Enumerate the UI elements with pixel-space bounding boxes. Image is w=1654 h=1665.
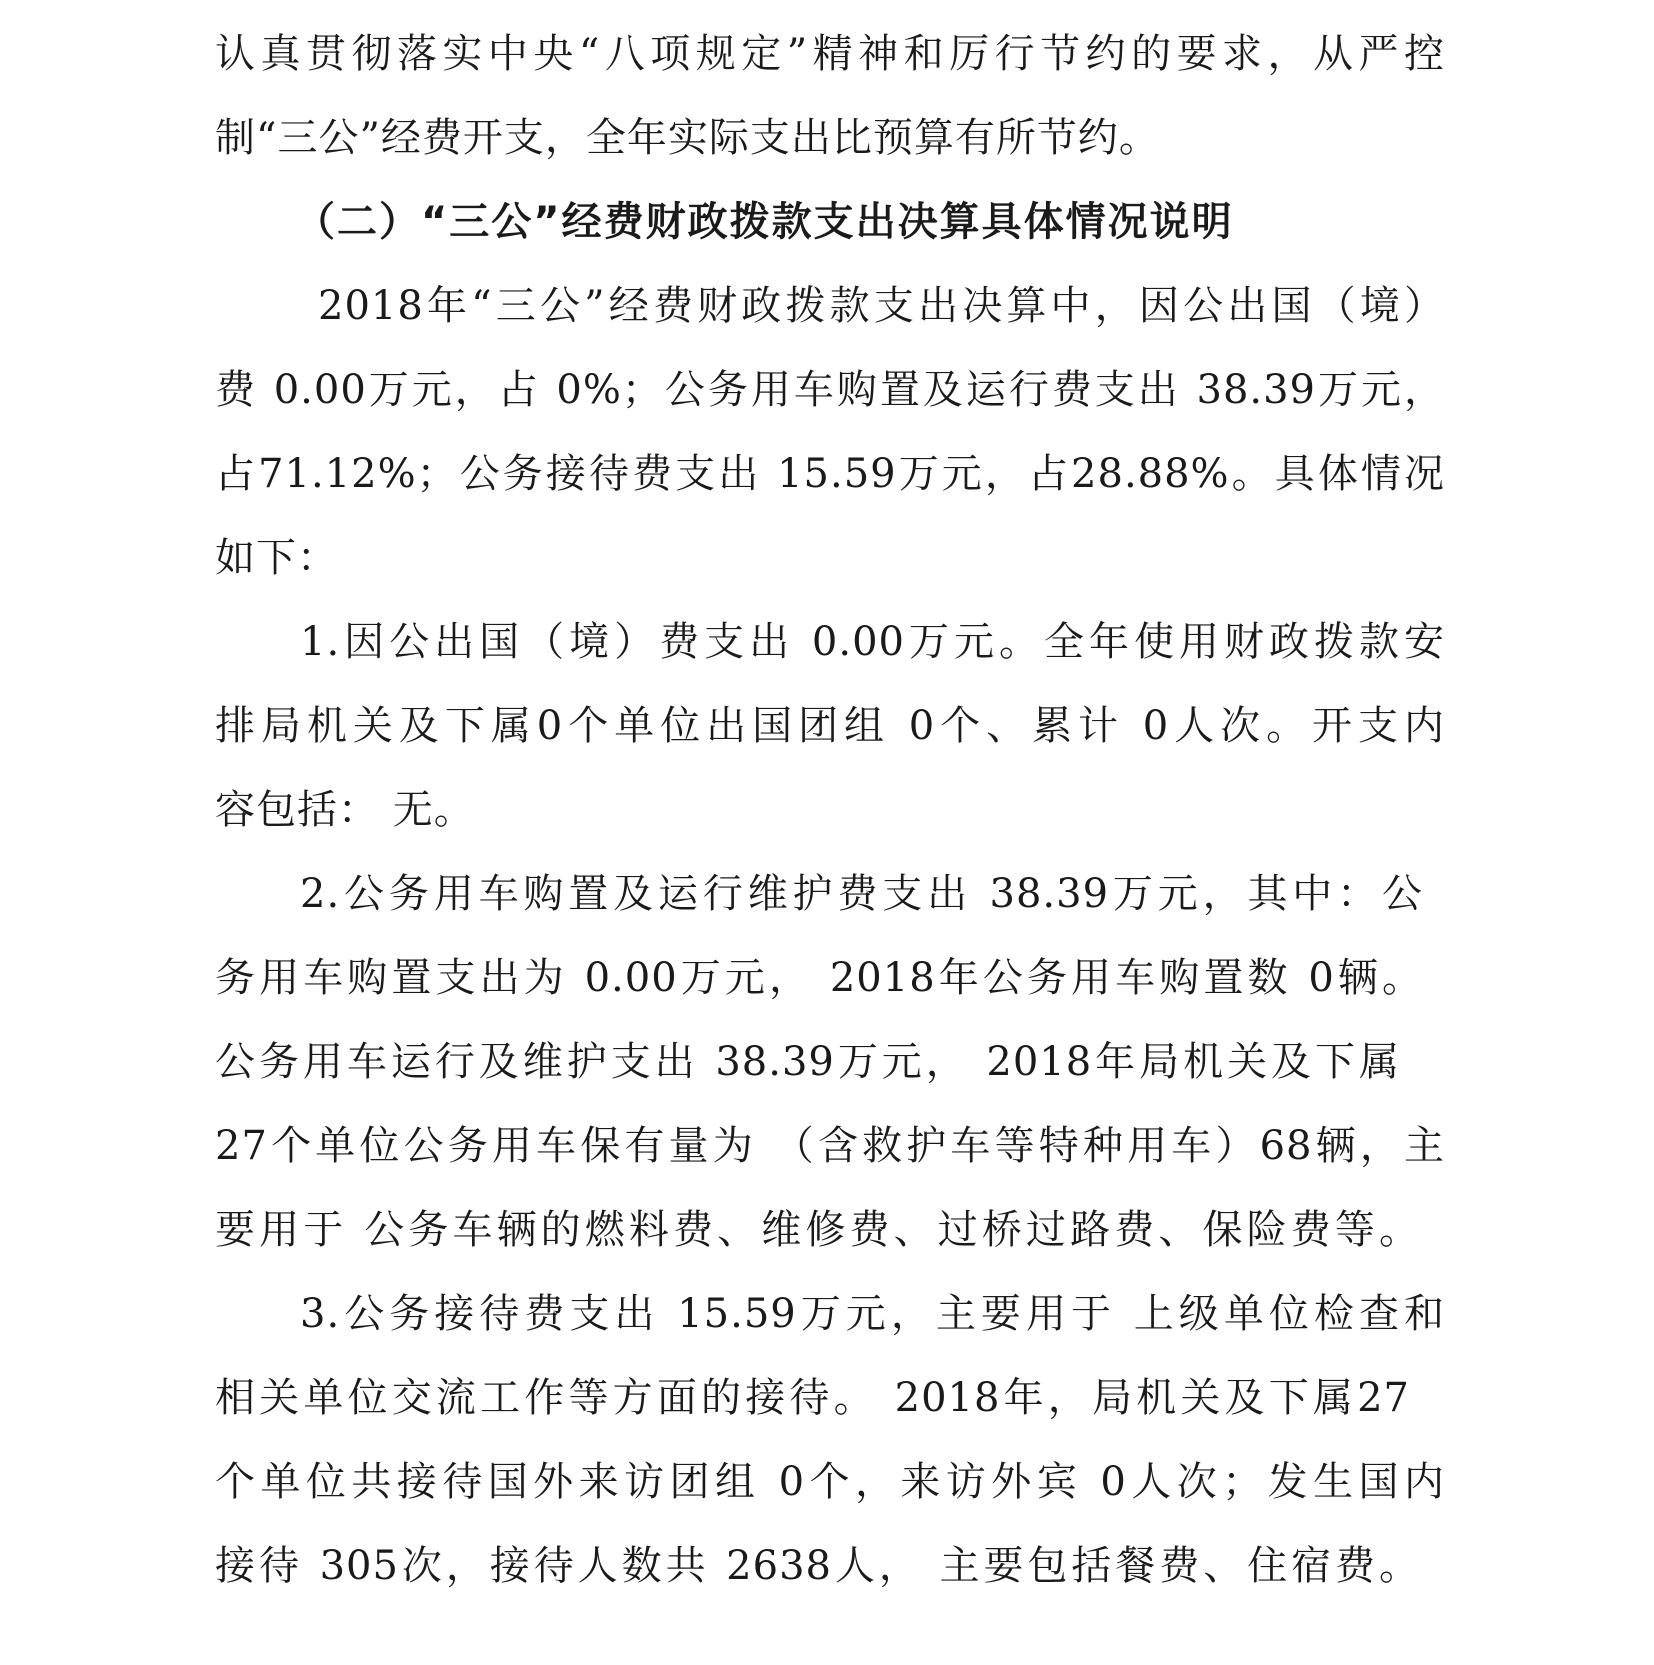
paragraph-line: 27个单位公务用车保有量为 （含救护车等特种用车）68辆，主 (215, 1123, 1445, 1169)
paragraph-line: 公务用车运行及维护支出 38.39万元， 2018年局机关及下属 (215, 1039, 1400, 1085)
paragraph-line: 认真贯彻落实中央“八项规定”精神和厉行节约的要求，从严控 (215, 31, 1445, 77)
paragraph-line: 3.公务接待费支出 15.59万元，主要用于 上级单位检查和 (300, 1291, 1445, 1337)
section-heading: （二）“三公”经费财政拨款支出决算具体情况说明 (295, 199, 1234, 245)
paragraph-line: 费 0.00万元，占 0%；公务用车购置及运行费支出 38.39万元， (215, 367, 1445, 413)
paragraph-line: 接待 305次，接待人数共 2638人， 主要包括餐费、住宿费。 (215, 1543, 1420, 1589)
paragraph-line: 制“三公”经费开支，全年实际支出比预算有所节约。 (215, 115, 1160, 161)
paragraph-line: 务用车购置支出为 0.00万元， 2018年公务用车购置数 0辆。 (215, 955, 1423, 1001)
paragraph-line: 1.因公出国（境）费支出 0.00万元。全年使用财政拨款安 (300, 619, 1445, 665)
paragraph-line: 相关单位交流工作等方面的接待。 2018年，局机关及下属27 (215, 1375, 1410, 1421)
paragraph-line: 占71.12%；公务接待费支出 15.59万元，占28.88%。具体情况 (215, 451, 1445, 497)
paragraph-line: 排局机关及下属0个单位出国团组 0个、累计 0人次。开支内 (215, 703, 1445, 749)
paragraph-line: 如下： (215, 535, 338, 581)
paragraph-line: 个单位共接待国外来访团组 0个，来访外宾 0人次；发生国内 (215, 1459, 1445, 1505)
paragraph-line: 要用于 公务车辆的燃料费、维修费、过桥过路费、保险费等。 (215, 1207, 1420, 1253)
paragraph-line: 2.公务用车购置及运行维护费支出 38.39万元，其中：公 (300, 871, 1423, 917)
paragraph-line: 2018年“三公”经费财政拨款支出决算中，因公出国（境） (318, 283, 1445, 329)
paragraph-line: 容包括： 无。 (215, 787, 475, 833)
